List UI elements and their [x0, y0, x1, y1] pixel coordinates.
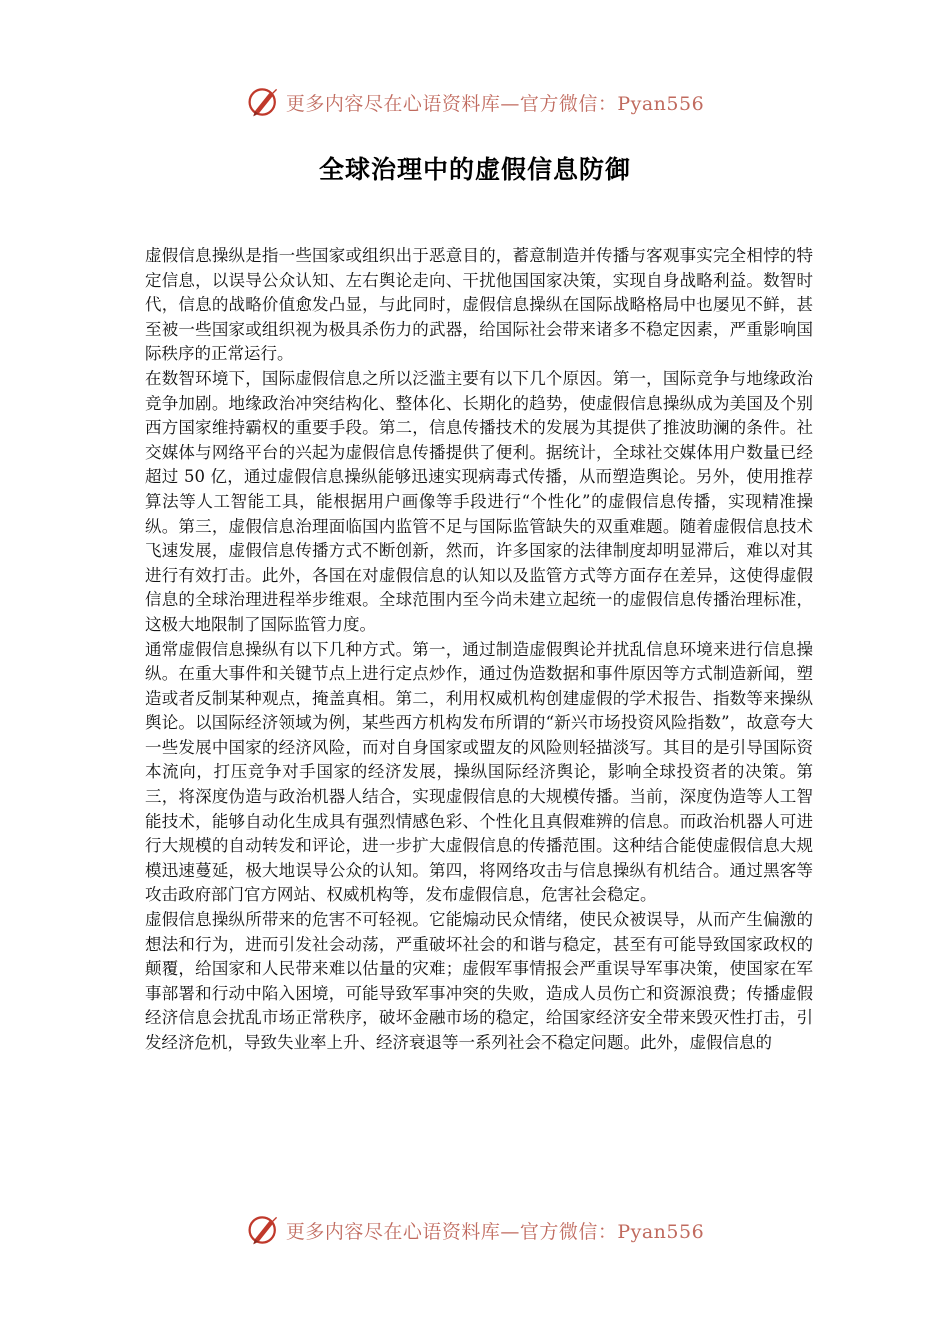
top-watermark-text: 更多内容尽在心语资料库—官方微信：Pyan556	[285, 92, 705, 115]
pen-logo-icon	[246, 84, 282, 120]
paragraph-3: 通常虚假信息操纵有以下几种方式。第一，通过制造虚假舆论并扰乱信息环境来进行信息操纵。在重大事件和关键节点上进行定点炒作，通过伪造数据和事件原因等方式制造新闻，塑造或者反制某种观点，掩盖真相。第二，利用权威机构创建虚假的学术报告、指数等来操纵舆论。以国际经济领域为例，某些西方机构发布所谓的“新兴市场投资风险指数”，故意夸大一些发展中国家的经济风险，而对自身国家或盟友的风险则轻描淡写。其目的是引导国际资本流向，打压竞争对手国家的经济发展，操纵国际经济舆论，影响全球投资者的决策。第三，将深度伪造与政治机器人结合，实现虚假信息的大规模传播。当前，深度伪造等人工智能技术，能够自动化生成具有强烈情感色彩、个性化且真假难辨的信息。而政治机器人可进行大规模的自动转发和评论，进一步扩大虚假信息的传播范围。这种结合能使虚假信息大规模迅速蔓延，极大地误导公众的认知。第四，将网络攻击与信息操纵有机结合。通过黑客等攻击政府部门官方网站、权威机构等，发布虚假信息，危害社会稳定。	[145, 639, 813, 905]
document-title: 全球治理中的虚假信息防御	[318, 155, 631, 184]
top-watermark-banner	[0, 82, 950, 122]
paragraph-1: 虚假信息操纵是指一些国家或组织出于恶意目的，蓄意制造并传播与客观事实完全相悖的特定信息，以误导公众认知、左右舆论走向、干扰他国国家决策，实现自身战略利益。数智时代，信息的战略价值愈发凸显，与此同时，虚假信息操纵在国际战略格局中也屡见不鲜，甚至被一些国家或组织视为极具杀伤力的武器，给国际社会带来诸多不稳定因素，严重影响国际秩序的正常运行。	[145, 246, 813, 364]
paragraph-2: 在数智环境下，国际虚假信息之所以泛滥主要有以下几个原因。第一，国际竞争与地缘政治竞争加剧。地缘政治冲突结构化、整体化、长期化的趋势，使虚假信息操纵成为美国及个别西方国家维持霸权的重要手段。第二，信息传播技术的发展为其提供了推波助澜的条件。社交媒体与网络平台的兴起为虚假信息传播提供了便利。据统计，全球社交媒体用户数量已经超过 50 亿，通过虚假信息操纵能够迅速实现病毒式传播，从而塑造舆论。另外，使用推荐算法等人工智能工具，能根据用户画像等手段进行“个性化”的虚假信息传播，实现精准操纵。第三，虚假信息治理面临国内监管不足与国际监管缺失的双重难题。随着虚假信息技术飞速发展，虚假信息传播方式不断创新，然而，许多国家的法律制度却明显滞后，难以对其进行有效打击。此外，各国在对虚假信息的认知以及监管方式等方面存在差异，这使得虚假信息的全球治理进程举步维艰。全球范围内至今尚未建立起统一的虚假信息传播治理标准，这极大地限制了国际监管力度。	[145, 368, 813, 634]
bottom-watermark-text: 更多内容尽在心语资料库—官方微信：Pyan556	[285, 1220, 705, 1243]
paragraph-4: 虚假信息操纵所带来的危害不可轻视。它能煽动民众情绪，使民众被误导，从而产生偏激的想法和行为，进而引发社会动荡，严重破坏社会的和谐与稳定，甚至有可能导致国家政权的颠覆，给国家和人民带来难以估量的灾难；虚假军事情报会严重误导军事决策，使国家在军事部署和行动中陷入困境，可能导致军事冲突的失败，造成人员伤亡和资源浪费；传播虚假经济信息会扰乱市场正常秩序，破坏金融市场的稳定，给国家经济安全带来毁灭性打击，引发经济危机，导致失业率上升、经济衰退等一系列社会不稳定问题。此外，虚假信息的	[145, 910, 813, 1052]
pen-logo-icon	[246, 1212, 282, 1248]
bottom-watermark-banner	[0, 1210, 950, 1250]
document-body	[145, 244, 813, 1056]
